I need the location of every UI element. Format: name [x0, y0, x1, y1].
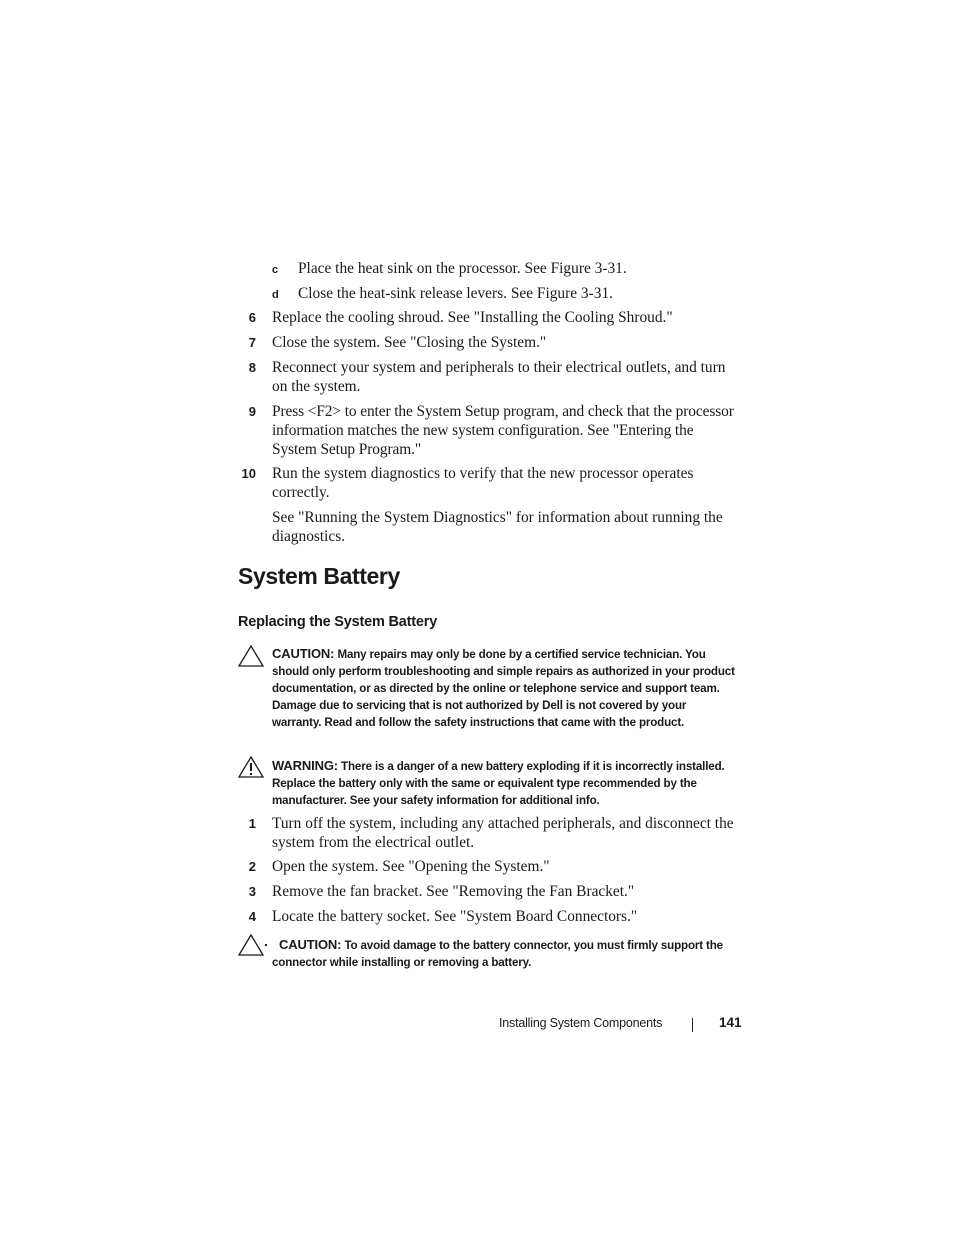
step-text-4: Locate the battery socket. See "System Board Connectors.": [272, 908, 638, 925]
step-text-2: Open the system. See "Opening the System.": [272, 858, 550, 875]
substep-text-d: Close the heat-sink release levers. See Figure 3-31.: [298, 285, 613, 302]
battery-caution-text: To avoid damage to the battery connector, you must firmly support the connector while installing or removing a battery.: [272, 939, 723, 969]
step-number-8: 8: [248, 360, 256, 375]
substep-text-c: Place the heat sink on the processor. See Figure 3-31.: [298, 260, 627, 277]
caution-dot: [265, 944, 267, 946]
step-number-1: 1: [248, 816, 256, 831]
step-text-10: Run the system diagnostics to verify that the new processor operates correctly.: [272, 465, 694, 501]
step-number-7: 7: [248, 335, 256, 350]
section-title: System Battery: [238, 563, 400, 589]
step-text-8: Reconnect your system and peripherals to their electrical outlets, and turn on the system.: [272, 359, 726, 395]
warning-label: WARNING:: [272, 758, 338, 773]
caution-label: CAUTION:: [272, 646, 335, 661]
step-text-6: Replace the cooling shroud. See "Installing the Cooling Shroud.": [272, 309, 673, 326]
subsection-title: Replacing the System Battery: [238, 614, 438, 630]
caution-icon: [238, 645, 264, 667]
footer-chapter-title: Installing System Components: [499, 1016, 663, 1030]
step-number-10: 10: [241, 466, 256, 481]
step-number-9: 9: [248, 404, 256, 419]
caution-notice: [272, 645, 738, 731]
step-number-2: 2: [248, 859, 256, 874]
step-text-3: Remove the fan bracket. See "Removing the Fan Bracket.": [272, 883, 635, 900]
warning-icon: [238, 756, 264, 778]
battery-caution-label: CAUTION:: [279, 937, 342, 952]
footer-separator: [692, 1018, 693, 1032]
caution-icon-battery: [238, 934, 264, 956]
battery-caution-notice: [272, 936, 738, 971]
step-number-4: 4: [248, 909, 256, 924]
step-number-6: 6: [248, 310, 256, 325]
substep-letter-d: d: [272, 289, 279, 301]
step-text-7: Close the system. See "Closing the System.": [272, 334, 547, 351]
step-text-9: Press <F2> to enter the System Setup program, and check that the processor information matches the new system configuration. See "Entering the System Setup Program.": [272, 403, 734, 458]
warning-notice: [272, 757, 738, 809]
caution-text: Many repairs may only be done by a certified service technician. You should only perform troubleshooting and simple repairs as authorized in your product documentation, or as directed by the online or telephone service and support team. Damage due to servicing that is not authorized by Dell is not covered by your warranty. Read and follow the safety instructions that came with the product.: [272, 648, 735, 729]
step-10-note: See "Running the System Diagnostics" for information about running the diagnostics.: [272, 509, 723, 545]
page-number: 141: [719, 1015, 742, 1030]
substep-letter-c: c: [272, 264, 279, 276]
step-number-3: 3: [248, 884, 256, 899]
warning-text: There is a danger of a new battery exploding if it is incorrectly installed. Replace the battery only with the same or equivalent type recommended by the manufacturer. See your safety information for additional info.: [272, 760, 725, 807]
step-text-1: Turn off the system, including any attached peripherals, and disconnect the system from the electrical outlet.: [272, 815, 734, 851]
